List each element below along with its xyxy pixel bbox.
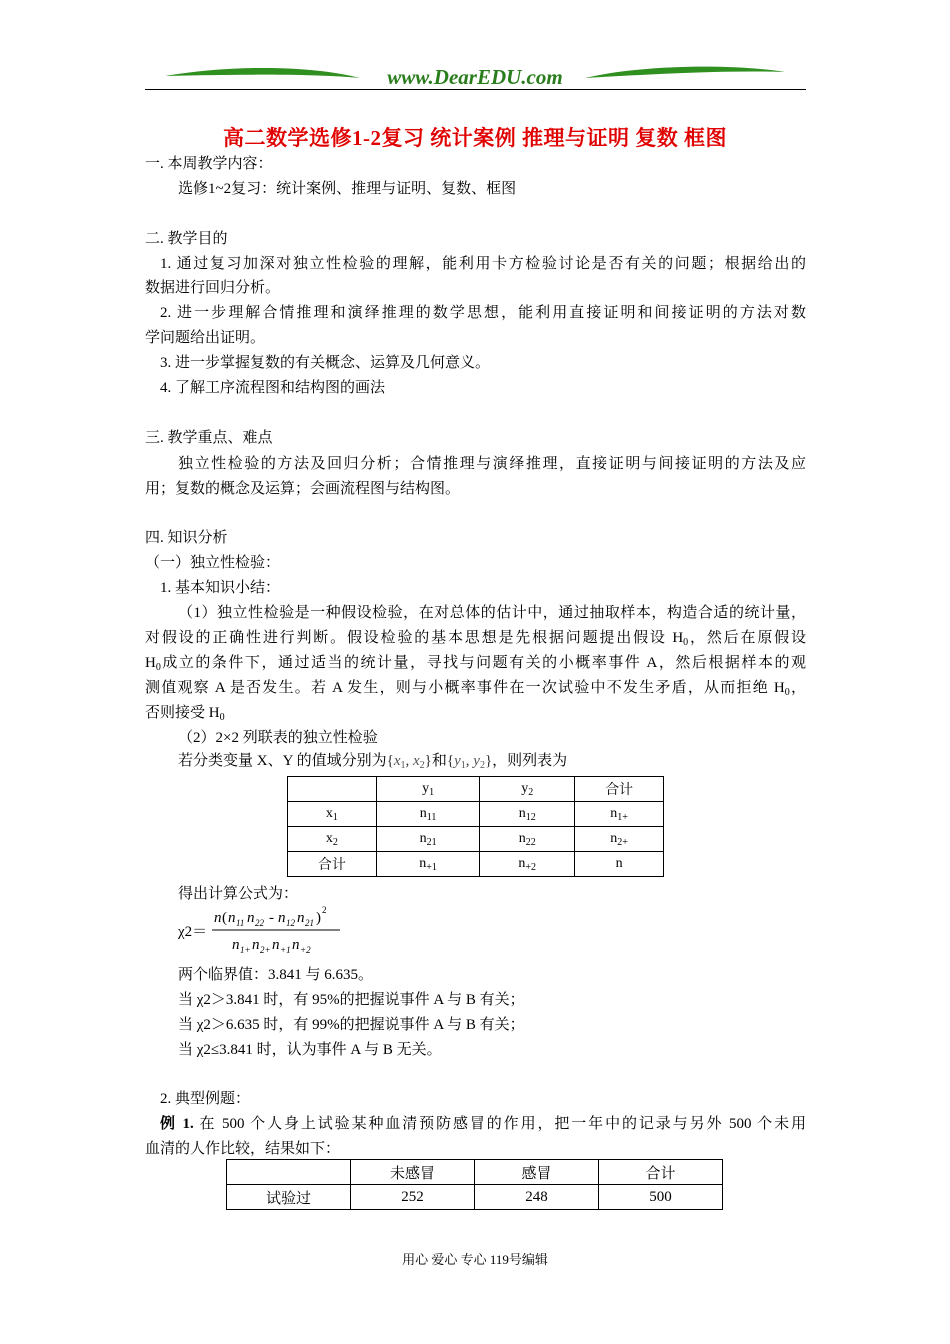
goal-1b: 数据进行回归分析。 xyxy=(145,280,281,296)
svg-text:n: n xyxy=(214,910,222,926)
criterion-2: 当 χ2＞6.635 时，有 99%的把握说事件 A 与 B 有关； xyxy=(178,1017,525,1033)
svg-text:-: - xyxy=(269,910,274,926)
goal-1a: 1. 通过复习加深对独立性检验的理解，能利用卡方检验讨论是否有关的问题；根据给出的 xyxy=(160,256,806,272)
svg-text:n: n xyxy=(278,910,286,926)
examples-heading: 2. 典型例题： xyxy=(160,1091,251,1107)
table-cell: $x_2$ xyxy=(288,827,377,852)
svg-text:2+: 2+ xyxy=(260,945,271,955)
goal-2b: 学问题给出证明。 xyxy=(145,330,266,346)
svg-text:12: 12 xyxy=(286,918,295,928)
table-cell: $n_{1+}$ xyxy=(575,802,664,827)
svg-text:n: n xyxy=(297,910,305,926)
basic-summary-heading: 1. 基本知识小结： xyxy=(160,580,281,596)
table-row xyxy=(288,852,664,877)
svg-text:): ) xyxy=(316,910,321,926)
section-2-heading: 二. 教学目的 xyxy=(145,231,228,247)
svg-text:n: n xyxy=(232,937,240,953)
table-cell: $y_1$ xyxy=(376,777,480,802)
para-4: 测值观察 A 是否发生。若 A 发生，则与小概率事件在一次试验中不发生矛盾，从而拒绝 $H_0$， xyxy=(145,680,806,698)
svg-text:+1: +1 xyxy=(280,945,291,955)
example-table xyxy=(226,1159,723,1210)
subsection-independence: （一）独立性检验： xyxy=(145,555,281,571)
goal-3: 3. 进一步掌握复数的有关概念、运算及几何意义。 xyxy=(160,355,491,371)
value-set-x: {$x_1$, $x_2$} xyxy=(386,753,432,771)
table-header-row xyxy=(227,1160,723,1185)
table-cell: $n_{21}$ xyxy=(376,827,480,852)
section-3-heading: 三. 教学重点、难点 xyxy=(145,430,273,446)
table-cell: 248 xyxy=(474,1185,598,1210)
section-3-p2: 用；复数的概念及运算；会画流程图与结构图。 xyxy=(145,481,461,497)
table-cell: 合计 xyxy=(288,852,377,877)
section-1-content: 选修1~2复习：统计案例、推理与证明、复数、框图 xyxy=(178,181,517,197)
header-rule xyxy=(145,89,806,90)
svg-text:n: n xyxy=(292,937,300,953)
svg-text:22: 22 xyxy=(255,918,264,928)
header-logo xyxy=(145,62,805,92)
contingency-table xyxy=(287,776,664,877)
table-cell: 500 xyxy=(598,1185,722,1210)
chi-square-label: χ2＝ xyxy=(178,924,208,940)
table-cell: $n_{12}$ xyxy=(480,802,575,827)
table-row xyxy=(288,827,664,852)
svg-text:n: n xyxy=(247,910,255,926)
table-cell: $y_2$ xyxy=(480,777,575,802)
svg-text:1+: 1+ xyxy=(240,945,251,955)
table-cell: n xyxy=(575,852,664,877)
formula-intro: 得出计算公式为： xyxy=(178,886,299,902)
table-row xyxy=(288,802,664,827)
table-cell: $n_{22}$ xyxy=(480,827,575,852)
table-cell: 合计 xyxy=(598,1160,722,1185)
para-3: $H_0$成立的条件下，通过适当的统计量，寻找与问题有关的小概率事件 A，然后根据样本的观 xyxy=(145,655,806,673)
criterion-3: 当 χ2≤3.841 时，认为事件 A 与 B 无关。 xyxy=(178,1042,442,1058)
table-header-row xyxy=(288,777,664,802)
example-1b: 血清的人作比较，结果如下： xyxy=(145,1141,341,1157)
para-1: （1）独立性检验是一种假设检验，在对总体的估计中，通过抽取样本，构造合适的统计量， xyxy=(178,605,806,621)
table-cell: 合计 xyxy=(575,777,664,802)
table-cell: $n_{11}$ xyxy=(376,802,480,827)
section-1-heading: 一. 本周教学内容： xyxy=(145,156,273,172)
table-cell: $n_{+2}$ xyxy=(480,852,575,877)
section-4-heading: 四. 知识分析 xyxy=(145,530,228,546)
chi-square-formula xyxy=(210,900,360,960)
page-footer: 用心 爱心 专心 119号编辑 xyxy=(402,1252,548,1267)
page-title: 高二数学选修1-2复习 统计案例 推理与证明 复数 框图 xyxy=(223,126,727,150)
svg-text:+2: +2 xyxy=(300,945,311,955)
svg-text:21: 21 xyxy=(305,918,314,928)
para-2: 对假设的正确性进行判断。假设检验的基本思想是先根据问题提出假设 $H_0$，然后在原假设 xyxy=(145,630,806,648)
table-row xyxy=(227,1185,723,1210)
para-5: 否则接受 $H_0$ xyxy=(145,705,225,723)
svg-text:n: n xyxy=(272,937,280,953)
svg-text:2: 2 xyxy=(322,905,327,915)
criterion-1: 当 χ2＞3.841 时，有 95%的把握说事件 A 与 B 有关； xyxy=(178,992,525,1008)
svg-text:(: ( xyxy=(222,910,227,926)
table-cell: 252 xyxy=(350,1185,474,1210)
table-cell: 试验过 xyxy=(227,1185,351,1210)
table-cell xyxy=(288,777,377,802)
goal-2a: 2. 进一步理解合情推理和演绎推理的数学思想，能利用直接证明和间接证明的方法对数 xyxy=(160,305,806,321)
table-cell: $n_{+1}$ xyxy=(376,852,480,877)
para-6: 若分类变量 X、Y 的值域分别为{$x_1$, $x_2$}和{$y_1$, $y_2$}，则列表为 xyxy=(178,753,568,771)
contingency-heading: （2）2×2 列联表的独立性检验 xyxy=(178,730,378,746)
goal-4: 4. 了解工序流程图和结构图的画法 xyxy=(160,380,386,396)
example-1a: 例 1. 在 500 个人身上试验某种血清预防感冒的作用，把一年中的记录与另外 500 个未用 xyxy=(160,1116,806,1132)
example-1-label: 例 1. xyxy=(160,1116,194,1132)
svg-text:n: n xyxy=(252,937,260,953)
table-cell xyxy=(227,1160,351,1185)
table-cell: $n_{2+}$ xyxy=(575,827,664,852)
svg-text:n: n xyxy=(228,910,236,926)
value-set-y: {$y_1$, $y_2$} xyxy=(446,753,493,771)
header-logo-text: www.DearEDU.com xyxy=(387,65,563,89)
table-cell: 未感冒 xyxy=(350,1160,474,1185)
table-cell: $x_1$ xyxy=(288,802,377,827)
table-cell: 感冒 xyxy=(474,1160,598,1185)
section-3-p1: 独立性检验的方法及回归分析；合情推理与演绎推理，直接证明与间接证明的方法及应 xyxy=(178,456,806,472)
critical-values: 两个临界值：3.841 与 6.635。 xyxy=(178,967,374,983)
svg-text:11: 11 xyxy=(236,918,245,928)
